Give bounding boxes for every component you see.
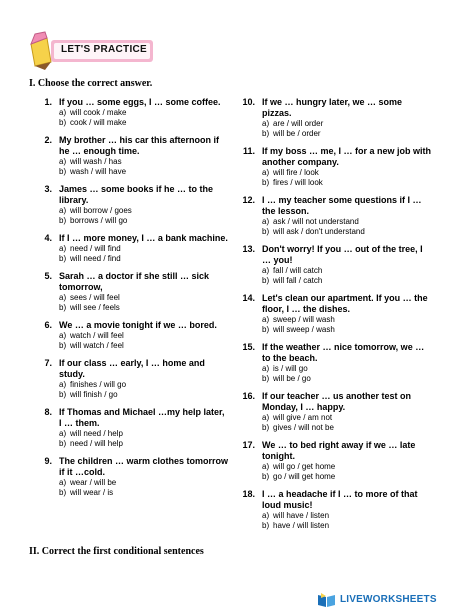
option-a[interactable]: a) will borrow / goes <box>59 206 132 215</box>
option-b[interactable]: b) will see / feels <box>59 303 120 312</box>
option-a[interactable]: a) will need / help <box>59 429 123 438</box>
liveworksheets-logo-icon <box>318 593 336 607</box>
section-2-title: II. Correct the first conditional sentences <box>29 546 204 557</box>
section-1-title: I. Choose the correct answer. <box>29 78 153 89</box>
option-a[interactable]: a) wear / will be <box>59 478 117 487</box>
option-b[interactable]: b) will wear / is <box>59 488 114 497</box>
option-a[interactable]: a) fall / will catch <box>262 266 323 275</box>
option-a[interactable]: a) will have / listen <box>262 511 330 520</box>
option-b[interactable]: b) will sweep / wash <box>262 325 335 334</box>
option-b[interactable]: b) will be / order <box>262 129 321 138</box>
questions-left-column <box>34 97 229 505</box>
option-b[interactable]: b) will be / go <box>262 374 311 383</box>
option-b[interactable]: b) will fall / catch <box>262 276 323 285</box>
option-b[interactable]: b) fires / will look <box>262 178 323 187</box>
question-3: 3. James … some books if he … to the library. a) will borrow / goes b) borrows / will go <box>34 184 229 226</box>
option-a[interactable]: a) will cook / make <box>59 108 127 117</box>
option-b[interactable]: b) wash / will have <box>59 167 127 176</box>
option-b[interactable]: b) will ask / don't understand <box>262 227 365 236</box>
option-b[interactable]: b) borrows / will go <box>59 216 128 225</box>
pencil-icon <box>31 32 51 70</box>
option-a[interactable]: a) watch / will feel <box>59 331 124 340</box>
question-18: 18. I … a headache if I … to more of that loud music! a) will have / listen b) have / will listen <box>237 489 432 531</box>
option-a[interactable]: a) will wash / has <box>59 157 122 166</box>
question-16: 16. If our teacher … us another test on Monday, I … happy. a) will give / am not b) gives / will not be <box>237 391 432 433</box>
question-17: 17. We … to bed right away if we … late tonight. a) will go / get home b) go / will get home <box>237 440 432 482</box>
option-a[interactable]: a) are / will order <box>262 119 324 128</box>
option-a[interactable]: a) need / will find <box>59 244 121 253</box>
question-11: 11. If my boss … me, I … for a new job with another company. a) will fire / look b) fires / will look <box>242 146 432 187</box>
question-1: 1. If you … some eggs, I … some coffee. a) will cook / make b) cook / will make <box>34 97 229 128</box>
option-b[interactable]: b) go / will get home <box>262 472 336 481</box>
question-10: 10. If we … hungry later, we … some pizzas. a) are / will order b) will be / order <box>237 97 432 139</box>
option-b[interactable]: b) cook / will make <box>59 118 127 127</box>
option-a[interactable]: a) is / will go <box>262 364 308 373</box>
option-a[interactable]: a) finishes / will go <box>59 380 127 389</box>
option-a[interactable]: a) will go / get home <box>262 462 336 471</box>
option-b[interactable]: b) have / will listen <box>262 521 330 530</box>
question-2: 2. My brother … his car this afternoon if he … enough time. a) will wash / has b) wash / will have <box>34 135 229 177</box>
banner-title: LET'S PRACTICE <box>61 44 148 55</box>
question-12: 12. I … my teacher some questions if I … the lesson. a) ask / will not understand b) will ask / don't understand <box>237 195 432 237</box>
question-8: 8. If Thomas and Michael …my help later, I … them. a) will need / help b) need / will help <box>34 407 229 449</box>
question-15: 15. If the weather … nice tomorrow, we … to the beach. a) is / will go b) will be / go <box>237 342 432 384</box>
question-9: 9. The children … warm clothes tomorrow if it …cold. a) wear / will be b) will wear / is <box>44 456 229 497</box>
option-b[interactable]: b) need / will help <box>59 439 123 448</box>
question-6: 6. We … a movie tonight if we … bored. a) watch / will feel b) will watch / feel <box>34 320 229 351</box>
option-b[interactable]: b) will need / find <box>59 254 121 263</box>
footer-brand[interactable]: LIVEWORKSHEETS <box>340 594 437 605</box>
option-a[interactable]: a) ask / will not understand <box>262 217 359 226</box>
option-a[interactable]: a) sees / will feel <box>59 293 120 302</box>
question-13: 13. Don't worry! If you … out of the tree, I … you! a) fall / will catch b) will fall / catch <box>237 244 432 286</box>
question-5: 5. Sarah … a doctor if she still … sick tomorrow, a) sees / will feel b) will see / feels <box>34 271 229 313</box>
question-4: 4. If I … more money, I … a bank machine. a) need / will find b) will need / find <box>44 233 228 263</box>
option-a[interactable]: a) sweep / will wash <box>262 315 335 324</box>
option-b[interactable]: b) will finish / go <box>59 390 118 399</box>
option-a[interactable]: a) will give / am not <box>262 413 333 422</box>
option-b[interactable]: b) will watch / feel <box>59 341 124 350</box>
option-a[interactable]: a) will fire / look <box>262 168 319 177</box>
question-14: 14. Let's clean our apartment. If you … the floor, I … the dishes. a) sweep / will wash b) will sweep / wash <box>237 293 432 335</box>
questions-right-column <box>237 97 432 538</box>
option-b[interactable]: b) gives / will not be <box>262 423 334 432</box>
question-7: 7. If our class … early, I … home and study. a) finishes / will go b) will finish / go <box>34 358 229 400</box>
